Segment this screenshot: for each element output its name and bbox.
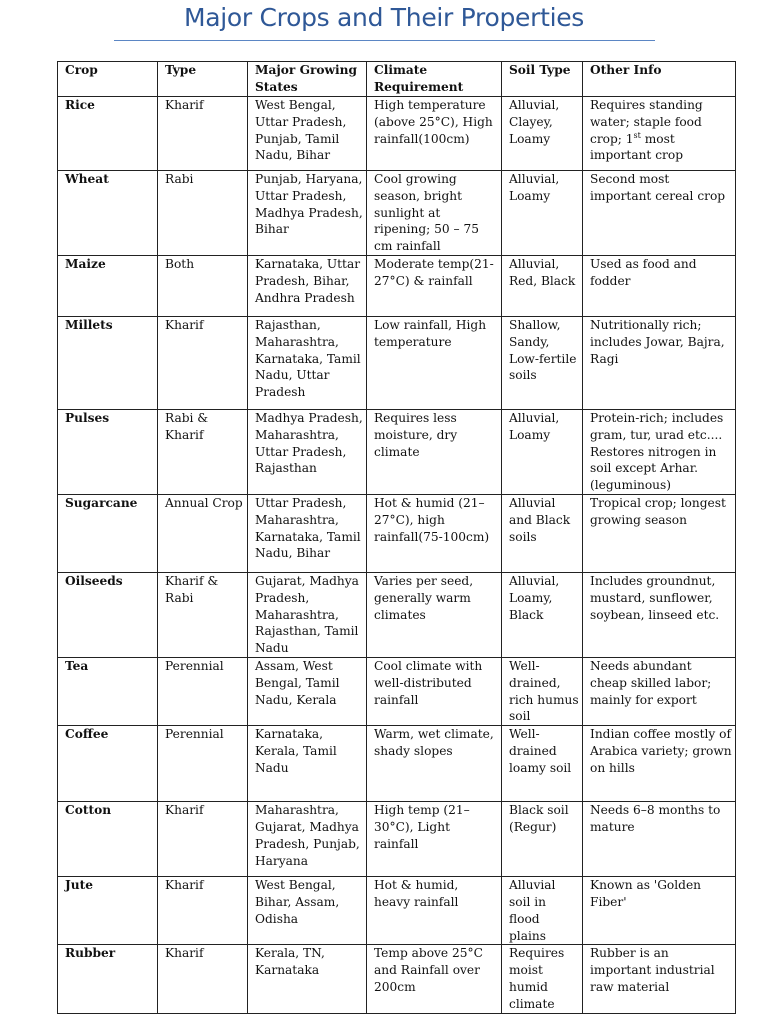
cell-soil: Alluvial, Red, Black <box>502 255 583 316</box>
cell-crop: Rice <box>58 97 158 171</box>
cell-states: Madhya Pradesh, Maharashtra, Uttar Pradesh, Rajasthan <box>248 409 367 494</box>
cell-soil: Alluvial, Loamy <box>502 409 583 494</box>
cell-climate: Hot & humid, heavy rainfall <box>367 877 502 945</box>
cell-soil: Alluvial, Loamy, Black <box>502 572 583 657</box>
crops-table <box>57 61 736 1014</box>
cell-climate: Low rainfall, High temperature <box>367 316 502 409</box>
cell-info: Tropical crop; longest growing season <box>583 494 736 572</box>
header-row <box>58 62 736 97</box>
header-soil: Soil Type <box>502 62 583 97</box>
cell-info <box>583 97 736 171</box>
cell-type: Perennial <box>158 726 248 802</box>
cell-states: Maharashtra, Gujarat, Madhya Pradesh, Punjab, Haryana <box>248 802 367 877</box>
cell-info: Nutritionally rich; includes Jowar, Bajra, Ragi <box>583 316 736 409</box>
cell-crop: Rubber <box>58 945 158 1013</box>
cell-info: Indian coffee mostly of Arabica variety; grown on hills <box>583 726 736 802</box>
cell-crop: Cotton <box>58 802 158 877</box>
cell-soil: Alluvial, Loamy <box>502 171 583 256</box>
table-row <box>58 877 736 945</box>
cell-type: Rabi & Kharif <box>158 409 248 494</box>
cell-info: Needs 6–8 months to mature <box>583 802 736 877</box>
cell-soil: Well-drained, rich humus soil <box>502 657 583 725</box>
cell-crop: Pulses <box>58 409 158 494</box>
cell-crop: Wheat <box>58 171 158 256</box>
title-underline <box>114 40 655 41</box>
table-row <box>58 657 736 725</box>
cell-climate: Moderate temp(21-27°C) & rainfall <box>367 255 502 316</box>
table-row <box>58 255 736 316</box>
cell-states: Kerala, TN, Karnataka <box>248 945 367 1013</box>
cell-type: Both <box>158 255 248 316</box>
cell-soil: Shallow, Sandy, Low-fertile soils <box>502 316 583 409</box>
cell-crop: Coffee <box>58 726 158 802</box>
cell-climate: Warm, wet climate, shady slopes <box>367 726 502 802</box>
cell-type: Rabi <box>158 171 248 256</box>
cell-type: Kharif <box>158 877 248 945</box>
cell-crop: Tea <box>58 657 158 725</box>
cell-type: Kharif & Rabi <box>158 572 248 657</box>
cell-type: Kharif <box>158 802 248 877</box>
cell-type: Perennial <box>158 657 248 725</box>
cell-soil: Black soil (Regur) <box>502 802 583 877</box>
cell-type: Kharif <box>158 97 248 171</box>
cell-info: Rubber is an important industrial raw material <box>583 945 736 1013</box>
cell-info-superscript: st <box>633 130 641 140</box>
cell-climate: Temp above 25°C and Rainfall over 200cm <box>367 945 502 1013</box>
header-crop: Crop <box>58 62 158 97</box>
cell-crop: Jute <box>58 877 158 945</box>
cell-climate: Varies per seed, generally warm climates <box>367 572 502 657</box>
header-climate: Climate Requirement <box>367 62 502 97</box>
table-row <box>58 802 736 877</box>
cell-type: Kharif <box>158 316 248 409</box>
cell-soil: Well-drained loamy soil <box>502 726 583 802</box>
table-row <box>58 97 736 171</box>
cell-info: Protein-rich; includes gram, tur, urad etc.... Restores nitrogen in soil except Arhar. (leguminous) <box>583 409 736 494</box>
cell-info-text-tail: most important crop <box>590 131 683 163</box>
cell-states: Rajasthan, Maharashtra, Karnataka, Tamil Nadu, Uttar Pradesh <box>248 316 367 409</box>
table-row <box>58 726 736 802</box>
cell-crop: Maize <box>58 255 158 316</box>
cell-climate: High temp (21–30°C), Light rainfall <box>367 802 502 877</box>
header-type: Type <box>158 62 248 97</box>
cell-soil: Alluvial and Black soils <box>502 494 583 572</box>
cell-crop: Sugarcane <box>58 494 158 572</box>
table-row <box>58 494 736 572</box>
cell-info-text: Requires standing water; staple food crop; 1 <box>590 98 703 146</box>
cell-info: Known as 'Golden Fiber' <box>583 877 736 945</box>
cell-climate: Hot & humid (21–27°C), high rainfall(75-100cm) <box>367 494 502 572</box>
table-row <box>58 409 736 494</box>
cell-info: Used as food and fodder <box>583 255 736 316</box>
cell-climate: Requires less moisture, dry climate <box>367 409 502 494</box>
cell-soil: Requires moist humid climate <box>502 945 583 1013</box>
table-row <box>58 316 736 409</box>
page-title: Major Crops and Their Properties <box>183 3 585 32</box>
cell-info: Second most important cereal crop <box>583 171 736 256</box>
cell-soil: Alluvial soil in flood plains <box>502 877 583 945</box>
cell-states: Karnataka, Uttar Pradesh, Bihar, Andhra Pradesh <box>248 255 367 316</box>
cell-states: West Bengal, Uttar Pradesh, Punjab, Tamil Nadu, Bihar <box>248 97 367 171</box>
cell-climate: Cool growing season, bright sunlight at ripening; 50 – 75 cm rainfall <box>367 171 502 256</box>
table-row <box>58 945 736 1013</box>
cell-crop: Oilseeds <box>58 572 158 657</box>
cell-soil: Alluvial, Clayey, Loamy <box>502 97 583 171</box>
cell-climate: Cool climate with well-distributed rainfall <box>367 657 502 725</box>
header-info: Other Info <box>583 62 736 97</box>
cell-states: Punjab, Haryana, Uttar Pradesh, Madhya Pradesh, Bihar <box>248 171 367 256</box>
header-states: Major Growing States <box>248 62 367 97</box>
cell-info: Includes groundnut, mustard, sunflower, soybean, linseed etc. <box>583 572 736 657</box>
cell-type: Annual Crop <box>158 494 248 572</box>
cell-info: Needs abundant cheap skilled labor; mainly for export <box>583 657 736 725</box>
cell-states: Karnataka, Kerala, Tamil Nadu <box>248 726 367 802</box>
cell-states: West Bengal, Bihar, Assam, Odisha <box>248 877 367 945</box>
table-row <box>58 572 736 657</box>
cell-states: Gujarat, Madhya Pradesh, Maharashtra, Rajasthan, Tamil Nadu <box>248 572 367 657</box>
cell-climate: High temperature (above 25°C), High rainfall(100cm) <box>367 97 502 171</box>
cell-crop: Millets <box>58 316 158 409</box>
cell-states: Assam, West Bengal, Tamil Nadu, Kerala <box>248 657 367 725</box>
cell-type: Kharif <box>158 945 248 1013</box>
cell-states: Uttar Pradesh, Maharashtra, Karnataka, Tamil Nadu, Bihar <box>248 494 367 572</box>
table-row <box>58 171 736 256</box>
